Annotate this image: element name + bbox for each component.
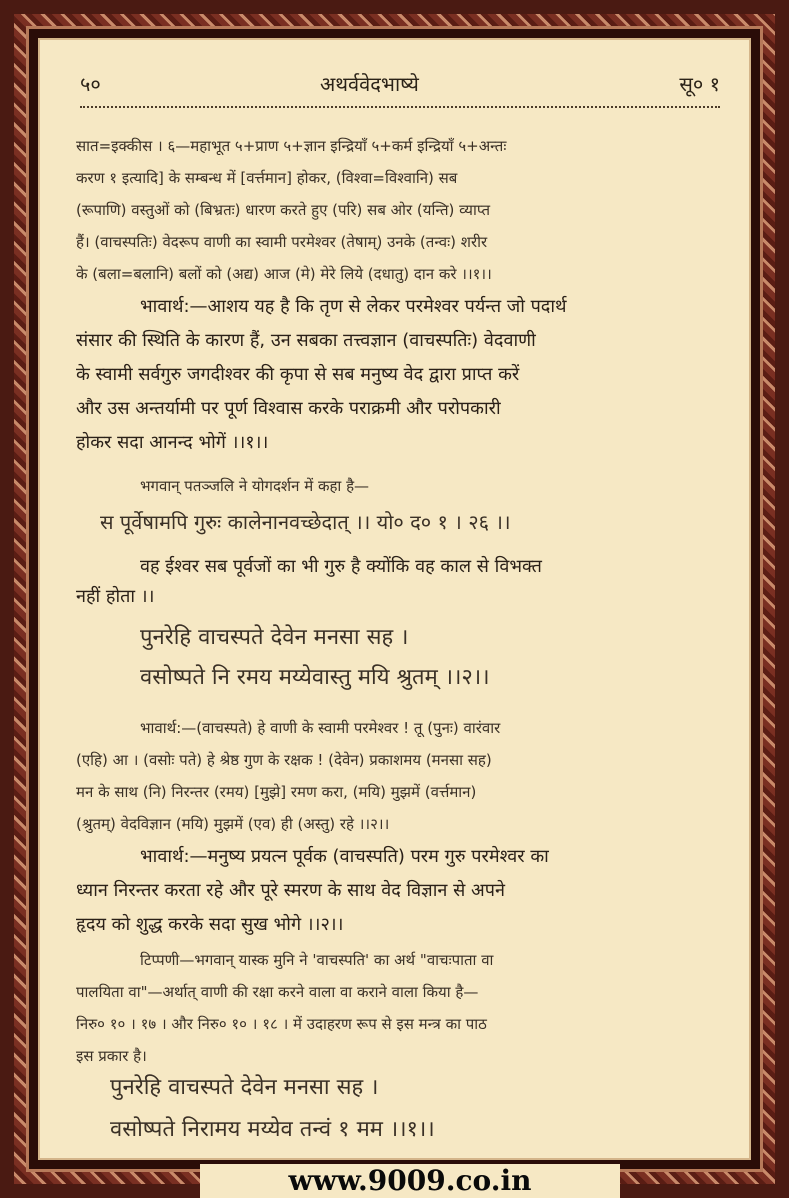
yoga-meaning-line: नहीं होता ।। (76, 586, 155, 607)
mantra-line: पुनरेहि वाचस्पते देवेन मनसा सह । (110, 1075, 379, 1100)
text-line: सात=इक्कीस । ६—महाभूत ५+प्राण ५+ज्ञान इन्द्रियाँ ५+कर्म इन्द्रियाँ ५+अन्तः (76, 137, 507, 155)
text-line: (रूपाणि) वस्तुओं को (बिभ्रतः) धारण करते हुए (परि) सब ओर (यन्ति) व्याप्त (76, 201, 491, 219)
sukta-number: सू० १ (679, 72, 720, 96)
text-line: करण १ इत्यादि] के सम्बन्ध में [वर्त्तमान] होकर, (विश्वा=विश्वानि) सब (76, 169, 458, 187)
bhavartha-line: ध्यान निरन्तर करता रहे और पूरे स्मरण के साथ वेद विज्ञान से अपने (76, 880, 505, 901)
bhashya-line: भावार्थ:—(वाचस्पते) हे वाणी के स्वामी परमेश्वर ! तू (पुनः) वारंवार (140, 719, 501, 737)
tippani-line: टिप्पणी—भगवान् यास्क मुनि ने 'वाचस्पति' का अर्थ "वाचःपाता वा (140, 951, 494, 969)
mantra-line: पुनरेहि वाचस्पते देवेन मनसा सह । (140, 625, 409, 650)
text-line: के (बला=बलानि) बलों को (अद्य) आज (मे) मेरे लिये (दधातु) दान करे ।।१।। (76, 265, 492, 283)
bhashya-line: (श्रुतम्) वेदविज्ञान (मयि) मुझमें (एव) ही (अस्तु) रहे ।।२।। (76, 815, 390, 833)
mantra-line: वसोष्पते नि रमय मय्येवास्तु मयि श्रुतम् ।।२।। (140, 665, 490, 690)
bhavartha-line: और उस अन्तर्यामी पर पूर्ण विश्वास करके पराक्रमी और परोपकारी (76, 398, 501, 419)
tippani-line: पालयिता वा"—अर्थात् वाणी की रक्षा करने वाला वा कराने वाला किया है— (76, 983, 479, 1001)
page-header (80, 70, 720, 100)
yoga-meaning-line: वह ईश्वर सब पूर्वजों का भी गुरु है क्योंकि वह काल से विभक्त (140, 556, 542, 577)
bhavartha-line: भावार्थ:—आशय यह है कि तृण से लेकर परमेश्वर पर्यन्त जो पदार्थ (140, 296, 567, 317)
running-title: अथर्ववेदभाष्ये (320, 72, 419, 96)
bhavartha-line: हृदय को शुद्ध करके सदा सुख भोगे ।।२।। (76, 914, 344, 935)
bhavartha-line: भावार्थ:—मनुष्य प्रयत्न पूर्वक (वाचस्पति) परम गुरु परमेश्वर का (140, 846, 549, 867)
scanned-page (38, 38, 751, 1160)
yoga-sutra: स पूर्वेषामपि गुरुः कालेनानवच्छेदात् ।। यो० द० १ । २६ ।। (100, 510, 511, 534)
website-watermark: www.9009.co.in (200, 1164, 620, 1198)
header-divider (80, 106, 720, 114)
tippani-line: निरु० १० । १७ । और निरु० १० । १८ । में उदाहरण रूप से इस मन्त्र का पाठ (76, 1015, 487, 1033)
bhavartha-line: के स्वामी सर्वगुरु जगदीश्वर की कृपा से सब मनुष्य वेद द्वारा प्राप्त करें (76, 364, 520, 385)
text-line: हैं। (वाचस्पतिः) वेदरूप वाणी का स्वामी परमेश्वर (तेषाम्) उनके (तन्वः) शरीर (76, 233, 488, 251)
page-number: ५० (80, 72, 101, 96)
bhavartha-line: संसार की स्थिति के कारण हैं, उन सबका तत्त्वज्ञान (वाचस्पतिः) वेदवाणी (76, 330, 536, 351)
tippani-line: इस प्रकार है। (76, 1047, 147, 1065)
bhavartha-line: होकर सदा आनन्द भोगें ।।१।। (76, 432, 269, 453)
bhashya-line: मन के साथ (नि) निरन्तर (रमय) [मुझे] रमण करा, (मयि) मुझमें (वर्त्तमान) (76, 783, 477, 801)
bhashya-line: (एहि) आ । (वसोः पते) हे श्रेष्ठ गुण के रक्षक ! (देवेन) प्रकाशमय (मनसा सह) (76, 751, 492, 769)
yoga-intro: भगवान् पतञ्जलि ने योगदर्शन में कहा है— (140, 477, 370, 495)
mantra-line: वसोष्पते निरामय मय्येव तन्वं १ मम ।।१।। (110, 1117, 435, 1142)
